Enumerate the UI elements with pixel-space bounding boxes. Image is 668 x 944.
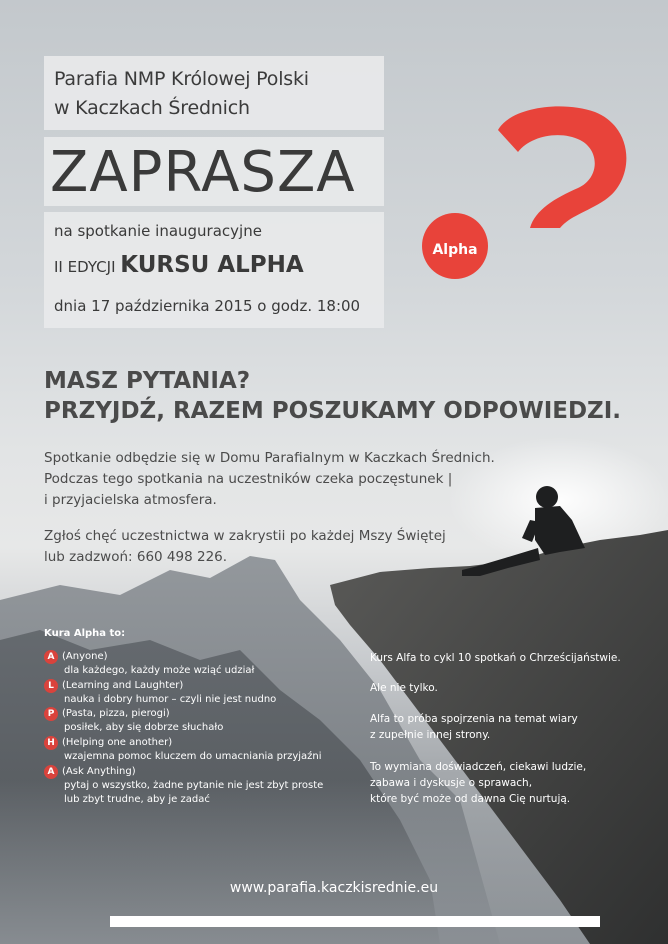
list-letter-badge: P bbox=[44, 707, 58, 721]
list-item-desc: nauka i dobry humor – czyli nie jest nudno bbox=[64, 694, 277, 705]
list-letter-badge: L bbox=[44, 679, 58, 693]
event-date: dnia 17 października 2015 o godz. 18:00 bbox=[54, 297, 361, 315]
list-letter-badge: A bbox=[44, 650, 58, 664]
headline-line1: MASZ PYTANIA? bbox=[44, 368, 251, 394]
right-text-line6: zabawa i dyskusje o sprawach, bbox=[370, 777, 533, 789]
right-text-line2: Ale nie tylko. bbox=[370, 682, 438, 694]
list-letter-badge: H bbox=[44, 736, 58, 750]
invite-heading: ZAPRASZA bbox=[50, 140, 356, 205]
list-item-desc: lub zbyt trudne, aby je zadać bbox=[64, 794, 210, 805]
alpha-logo-text: Alpha bbox=[432, 242, 478, 258]
list-item-desc: posiłek, aby się dobrze słuchało bbox=[64, 722, 224, 733]
body-p1-line3: i przyjacielska atmosfera. bbox=[44, 492, 217, 508]
event-course bbox=[54, 252, 304, 278]
list-item-desc: dla każdego, każdy może wziąć udział bbox=[64, 665, 255, 676]
list-item-name: (Learning and Laughter) bbox=[62, 680, 184, 691]
body-p2-line1: Zgłoś chęć uczestnictwa w zakrystii po każdej Mszy Świętej bbox=[44, 528, 446, 544]
right-text-line7: które być może od dawna Cię nurtują. bbox=[370, 793, 571, 805]
list-item-name: (Anyone) bbox=[62, 651, 108, 662]
course-name: KURSU ALPHA bbox=[120, 252, 304, 278]
bottom-bar bbox=[110, 916, 600, 927]
right-text-line1: Kurs Alfa to cykl 10 spotkań o Chrześcijaństwie. bbox=[370, 652, 621, 664]
body-p1-line2: Podczas tego spotkania na uczestników czeka poczęstunek | bbox=[44, 471, 453, 487]
body-p2-line2: lub zadzwoń: 660 498 226. bbox=[44, 549, 228, 565]
list-item-name: (Ask Anything) bbox=[62, 766, 136, 777]
question-mark-shape bbox=[498, 106, 626, 228]
edition-prefix: II EDYCJI bbox=[54, 258, 116, 276]
list-item-name: (Helping one another) bbox=[62, 737, 173, 748]
alpha-list-title: Kura Alpha to: bbox=[44, 628, 126, 639]
website-url[interactable]: www.parafia.kaczkisrednie.eu bbox=[229, 880, 439, 896]
right-text-line4: z zupełnie innej strony. bbox=[370, 729, 491, 741]
headline-line2: PRZYJDŹ, RAZEM POSZUKAMY ODPOWIEDZI. bbox=[44, 398, 622, 424]
right-text-line3: Alfa to próba spojrzenia na temat wiary bbox=[370, 713, 578, 725]
list-item-desc: pytaj o wszystko, żadne pytanie nie jest zbyt proste bbox=[64, 780, 324, 791]
event-type: na spotkanie inauguracyjne bbox=[54, 222, 262, 240]
alpha-logo-icon bbox=[410, 100, 640, 290]
organization-name-line2: w Kaczkach Średnich bbox=[54, 97, 250, 119]
organization-name-line1: Parafia NMP Królowej Polski bbox=[54, 68, 309, 90]
list-item-name: (Pasta, pizza, pierogi) bbox=[62, 708, 170, 719]
body-p1-line1: Spotkanie odbędzie się w Domu Parafialnym w Kaczkach Średnich. bbox=[44, 450, 495, 466]
right-text-line5: To wymiana doświadczeń, ciekawi ludzie, bbox=[370, 761, 587, 773]
list-item-desc: wzajemna pomoc kluczem do umacniania przyjaźni bbox=[64, 751, 322, 762]
list-letter-badge: A bbox=[44, 765, 58, 779]
